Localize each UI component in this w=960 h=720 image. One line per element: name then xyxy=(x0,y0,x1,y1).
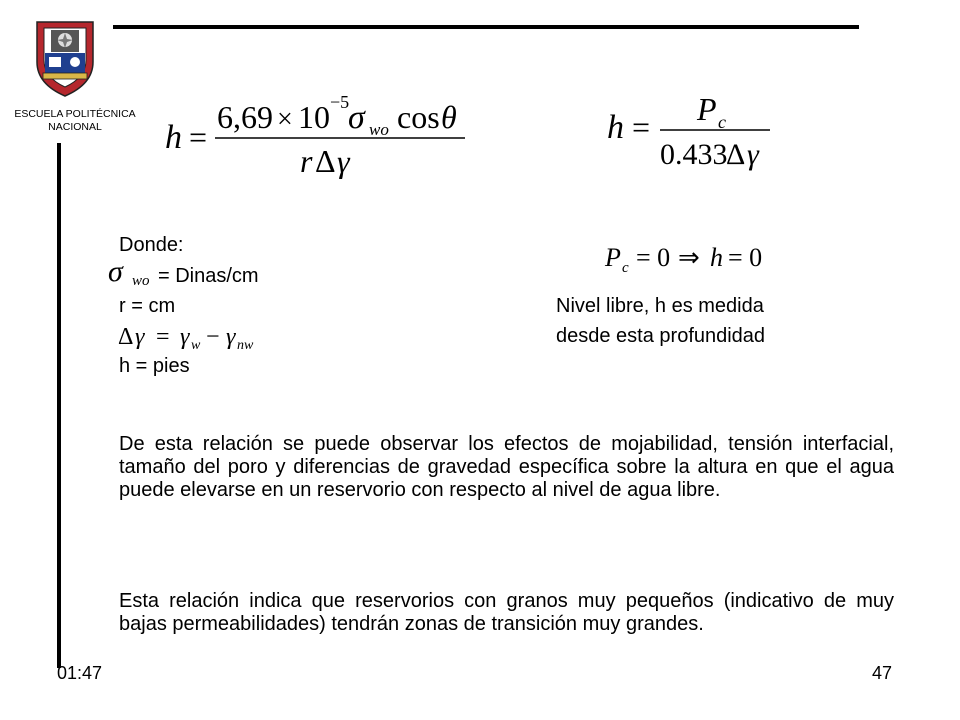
formula1-theta: θ xyxy=(441,99,457,135)
formula3-p-sub: c xyxy=(622,260,629,275)
sigma-subscript: wo xyxy=(132,273,150,289)
delta-symbol: Δ xyxy=(118,324,134,350)
sigma-symbol: σ xyxy=(108,257,123,288)
formula2-denominator-delta: Δ xyxy=(726,138,746,171)
formula3-equals-zero-1: = 0 xyxy=(636,243,671,272)
sigma-units: = Dinas/cm xyxy=(158,265,259,287)
formula1-coefficient: 6,69 xyxy=(217,99,273,135)
h-units: h = pies xyxy=(119,355,190,377)
institution-line-1: ESCUELA POLITÉCNICA xyxy=(14,108,136,120)
donde-label: Donde: xyxy=(119,234,184,256)
formula1-exponent: −5 xyxy=(330,92,350,112)
formula1-denominator-gamma: γ xyxy=(337,143,350,179)
free-level-formula xyxy=(600,240,780,275)
delta-equals: = xyxy=(156,324,170,350)
institution-name xyxy=(0,108,150,134)
gamma-nw-subscript: nw xyxy=(237,338,254,352)
formula2-equals: = xyxy=(632,109,651,145)
delta-gamma-symbol: γ xyxy=(135,324,145,350)
formula2-denominator-number: 0.433 xyxy=(660,138,728,171)
paragraph-effects: De esta relación se puede observar los efectos de mojabilidad, tensión interfacial, tamaño del poro y diferencias de gravedad específica sobre la altura en que el agua puede elevarse en un reservorio con respecto al nivel de agua libre. xyxy=(119,433,894,501)
formula3-h: h xyxy=(710,243,723,272)
footer-time: 01:47 xyxy=(57,663,103,683)
gamma-nw-symbol: γ xyxy=(226,324,236,350)
formula3-implies-arrow: ⇒ xyxy=(678,243,700,272)
delta-gamma-definition xyxy=(118,320,268,352)
note-line-1: Nivel libre, h es medida xyxy=(556,295,764,317)
formula3-equals-zero-2: = 0 xyxy=(728,243,763,272)
formula2-numerator-sub: c xyxy=(718,112,726,132)
formula1-sigma-subscript: wo xyxy=(369,120,389,139)
formula1-equals: = xyxy=(189,119,208,155)
paragraph-transition-zones: Esta relación indica que reservorios con granos muy pequeños (indicativo de muy bajas permeabilidades) tendrán zonas de transición muy grandes. xyxy=(119,590,894,635)
formula2-numerator-p: P xyxy=(697,91,717,127)
note-line-2: desde esta profundidad xyxy=(556,325,766,347)
formula1-sigma: σ xyxy=(348,99,365,136)
capillary-height-formula xyxy=(165,90,465,185)
formula1-denominator-r: r xyxy=(300,143,313,179)
gamma-w-subscript: w xyxy=(191,338,201,352)
top-rule xyxy=(113,25,859,29)
minus-sign: − xyxy=(206,324,220,350)
sigma-wo-symbol xyxy=(106,257,164,289)
formula1-base: 10 xyxy=(298,99,330,135)
formula2-denominator-gamma: γ xyxy=(747,138,759,171)
formula1-times: × xyxy=(277,104,293,135)
formula1-cos: cos xyxy=(397,99,440,135)
left-rule xyxy=(57,143,61,668)
r-units: r = cm xyxy=(119,295,176,317)
formula1-denominator-delta: Δ xyxy=(315,143,336,179)
formula1-lhs: h xyxy=(165,119,182,156)
formula3-p: P xyxy=(605,243,621,272)
institution-line-2: NACIONAL xyxy=(48,121,102,133)
institution-logo xyxy=(33,20,97,98)
formula2-lhs: h xyxy=(607,109,624,146)
pressure-height-formula xyxy=(602,88,772,173)
gamma-w-symbol: γ xyxy=(180,324,190,350)
footer-page-number: 47 xyxy=(872,663,893,683)
